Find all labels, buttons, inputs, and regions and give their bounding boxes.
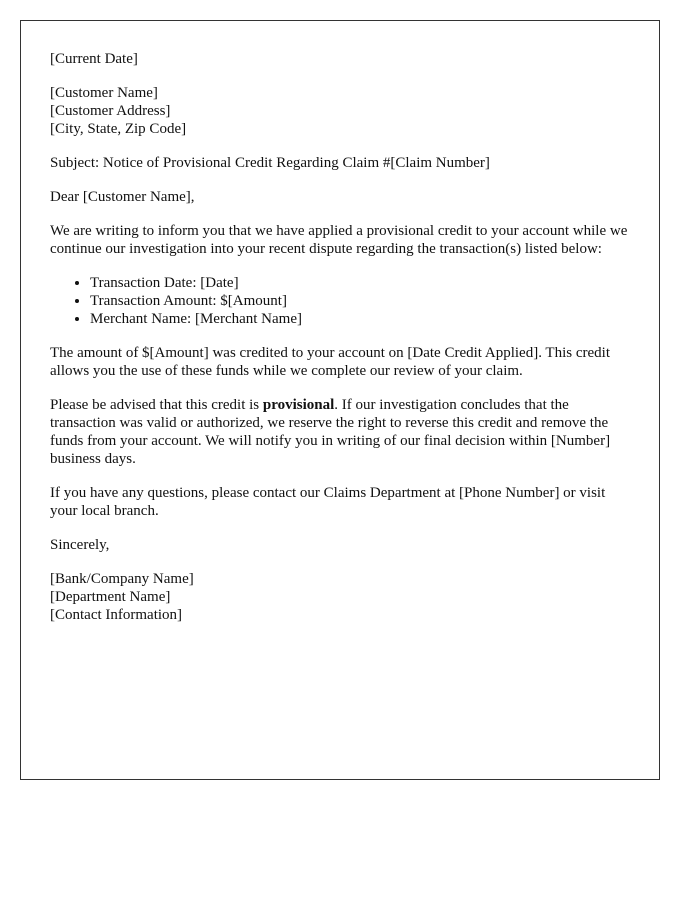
signature-contact: [Contact Information] [50,607,183,623]
letter-page [20,20,660,780]
list-item: • Transaction Amount: $[Amount] [90,292,631,310]
letter-closing: Sincerely, [50,537,110,553]
provisional-emphasis: provisional [262,397,335,413]
recipient-block [50,84,631,138]
recipient-name: [Customer Name] [50,85,158,101]
advised-suffix: . If our investigation concludes that the transaction was valid or authorized, we reserve the right to reverse this credit and remove the funds from your account. We will notify you in writing of our final decision within [Number] business days. [50,397,611,467]
intro-paragraph: We are writing to inform you that we have applied a provisional credit to your account while we continue our investigation into your recent dispute regarding the transaction(s) listed below: [50,223,628,257]
letter-date: [Current Date] [50,51,138,67]
advised-paragraph [50,396,631,468]
recipient-city-state-zip: [City, State, Zip Code] [50,121,187,137]
transaction-list [50,274,631,328]
list-item: • Merchant Name: [Merchant Name] [90,310,631,328]
list-item: • Transaction Date: [Date] [90,274,631,292]
signature-department: [Department Name] [50,589,171,605]
credit-paragraph: The amount of $[Amount] was credited to your account on [Date Credit Applied]. This credit allows you the use of these funds while we complete our review of your claim. [50,345,610,379]
signature-company: [Bank/Company Name] [50,571,194,587]
letter-salutation: Dear [Customer Name], [50,189,195,205]
letter-subject: Subject: Notice of Provisional Credit Regarding Claim #[Claim Number] [50,155,490,171]
signature-block [50,570,631,624]
recipient-address: [Customer Address] [50,103,171,119]
advised-prefix: Please be advised that this credit is [50,397,263,413]
questions-paragraph: If you have any questions, please contact our Claims Department at [Phone Number] or visit your local branch. [50,485,606,519]
